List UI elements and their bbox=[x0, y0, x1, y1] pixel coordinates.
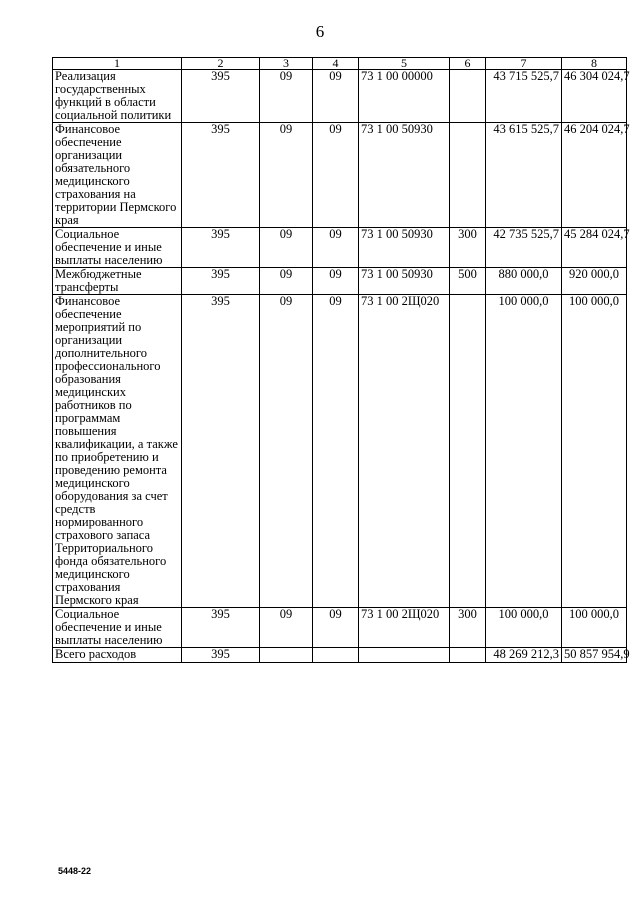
cell-section: 09 bbox=[260, 123, 313, 228]
cell-target-article: 73 1 00 50930 bbox=[359, 268, 450, 295]
header-cell: 7 bbox=[486, 58, 562, 70]
cell-subsection: 09 bbox=[313, 70, 359, 123]
cell-amount-year1: 100 000,0 bbox=[486, 608, 562, 648]
table-row bbox=[53, 295, 627, 608]
cell-target-article: 73 1 00 2Щ020 bbox=[359, 295, 450, 608]
cell-admin-code: 395 bbox=[182, 295, 260, 608]
header-cell: 3 bbox=[260, 58, 313, 70]
total-empty-cell bbox=[450, 648, 486, 663]
table-row bbox=[53, 268, 627, 295]
cell-expense-type bbox=[450, 295, 486, 608]
document-code: 5448-22 bbox=[58, 866, 92, 876]
cell-expense-type bbox=[450, 70, 486, 123]
cell-subsection: 09 bbox=[313, 608, 359, 648]
header-cell: 4 bbox=[313, 58, 359, 70]
table-row bbox=[53, 608, 627, 648]
header-cell: 2 bbox=[182, 58, 260, 70]
cell-amount-year2: 46 204 024,7 bbox=[562, 123, 627, 228]
cell-admin-code: 395 bbox=[182, 123, 260, 228]
cell-section: 09 bbox=[260, 70, 313, 123]
cell-amount-year1: 100 000,0 bbox=[486, 295, 562, 608]
cell-amount-year2: 45 284 024,7 bbox=[562, 228, 627, 268]
cell-amount-year1: 42 735 525,7 bbox=[486, 228, 562, 268]
total-row bbox=[53, 648, 627, 663]
total-amount-year1: 48 269 212,3 bbox=[486, 648, 562, 663]
row-name: Финансовое обеспечение мероприятий по организации дополнительного профессионального образования медицинских работников по программам повышения квалификации, а также по приобретению и проведению ремонта медицинского оборудования за счет средств нормированного страхового запаса Территориального фонда обязательного медицинского страхования Пермского края bbox=[53, 295, 182, 608]
cell-target-article: 73 1 00 50930 bbox=[359, 123, 450, 228]
total-empty-cell bbox=[359, 648, 450, 663]
cell-amount-year2: 100 000,0 bbox=[562, 608, 627, 648]
cell-admin-code: 395 bbox=[182, 70, 260, 123]
cell-amount-year2: 100 000,0 bbox=[562, 295, 627, 608]
cell-amount-year1: 880 000,0 bbox=[486, 268, 562, 295]
cell-expense-type: 300 bbox=[450, 608, 486, 648]
header-cell: 1 bbox=[53, 58, 182, 70]
cell-amount-year1: 43 615 525,7 bbox=[486, 123, 562, 228]
cell-section: 09 bbox=[260, 268, 313, 295]
row-name: Межбюджетные трансферты bbox=[53, 268, 182, 295]
table-row bbox=[53, 70, 627, 123]
row-name: Финансовое обеспечение организации обязательного медицинского страхования на территории Пермского края bbox=[53, 123, 182, 228]
cell-amount-year2: 920 000,0 bbox=[562, 268, 627, 295]
header-row bbox=[53, 58, 627, 70]
row-name: Социальное обеспечение и иные выплаты населению bbox=[53, 608, 182, 648]
total-amount-year2: 50 857 954,9 bbox=[562, 648, 627, 663]
total-admin-code: 395 bbox=[182, 648, 260, 663]
cell-expense-type: 300 bbox=[450, 228, 486, 268]
row-name: Социальное обеспечение и иные выплаты населению bbox=[53, 228, 182, 268]
total-empty-cell bbox=[313, 648, 359, 663]
cell-amount-year2: 46 304 024,7 bbox=[562, 70, 627, 123]
row-name: Реализация государственных функций в области социальной политики bbox=[53, 70, 182, 123]
cell-admin-code: 395 bbox=[182, 228, 260, 268]
cell-section: 09 bbox=[260, 295, 313, 608]
cell-admin-code: 395 bbox=[182, 608, 260, 648]
cell-expense-type: 500 bbox=[450, 268, 486, 295]
cell-expense-type bbox=[450, 123, 486, 228]
budget-table bbox=[52, 56, 630, 663]
cell-section: 09 bbox=[260, 228, 313, 268]
cell-section: 09 bbox=[260, 608, 313, 648]
cell-target-article: 73 1 00 50930 bbox=[359, 228, 450, 268]
page-number: 6 bbox=[315, 22, 325, 41]
header-cell: 5 bbox=[359, 58, 450, 70]
cell-admin-code: 395 bbox=[182, 268, 260, 295]
cell-subsection: 09 bbox=[313, 123, 359, 228]
cell-subsection: 09 bbox=[313, 228, 359, 268]
cell-target-article: 73 1 00 2Щ020 bbox=[359, 608, 450, 648]
cell-subsection: 09 bbox=[313, 295, 359, 608]
total-empty-cell bbox=[260, 648, 313, 663]
table-row bbox=[53, 123, 627, 228]
header-cell: 8 bbox=[562, 58, 627, 70]
total-label: Всего расходов bbox=[53, 648, 182, 663]
header-cell: 6 bbox=[450, 58, 486, 70]
cell-amount-year1: 43 715 525,7 bbox=[486, 70, 562, 123]
table-row bbox=[53, 228, 627, 268]
cell-subsection: 09 bbox=[313, 268, 359, 295]
cell-target-article: 73 1 00 00000 bbox=[359, 70, 450, 123]
